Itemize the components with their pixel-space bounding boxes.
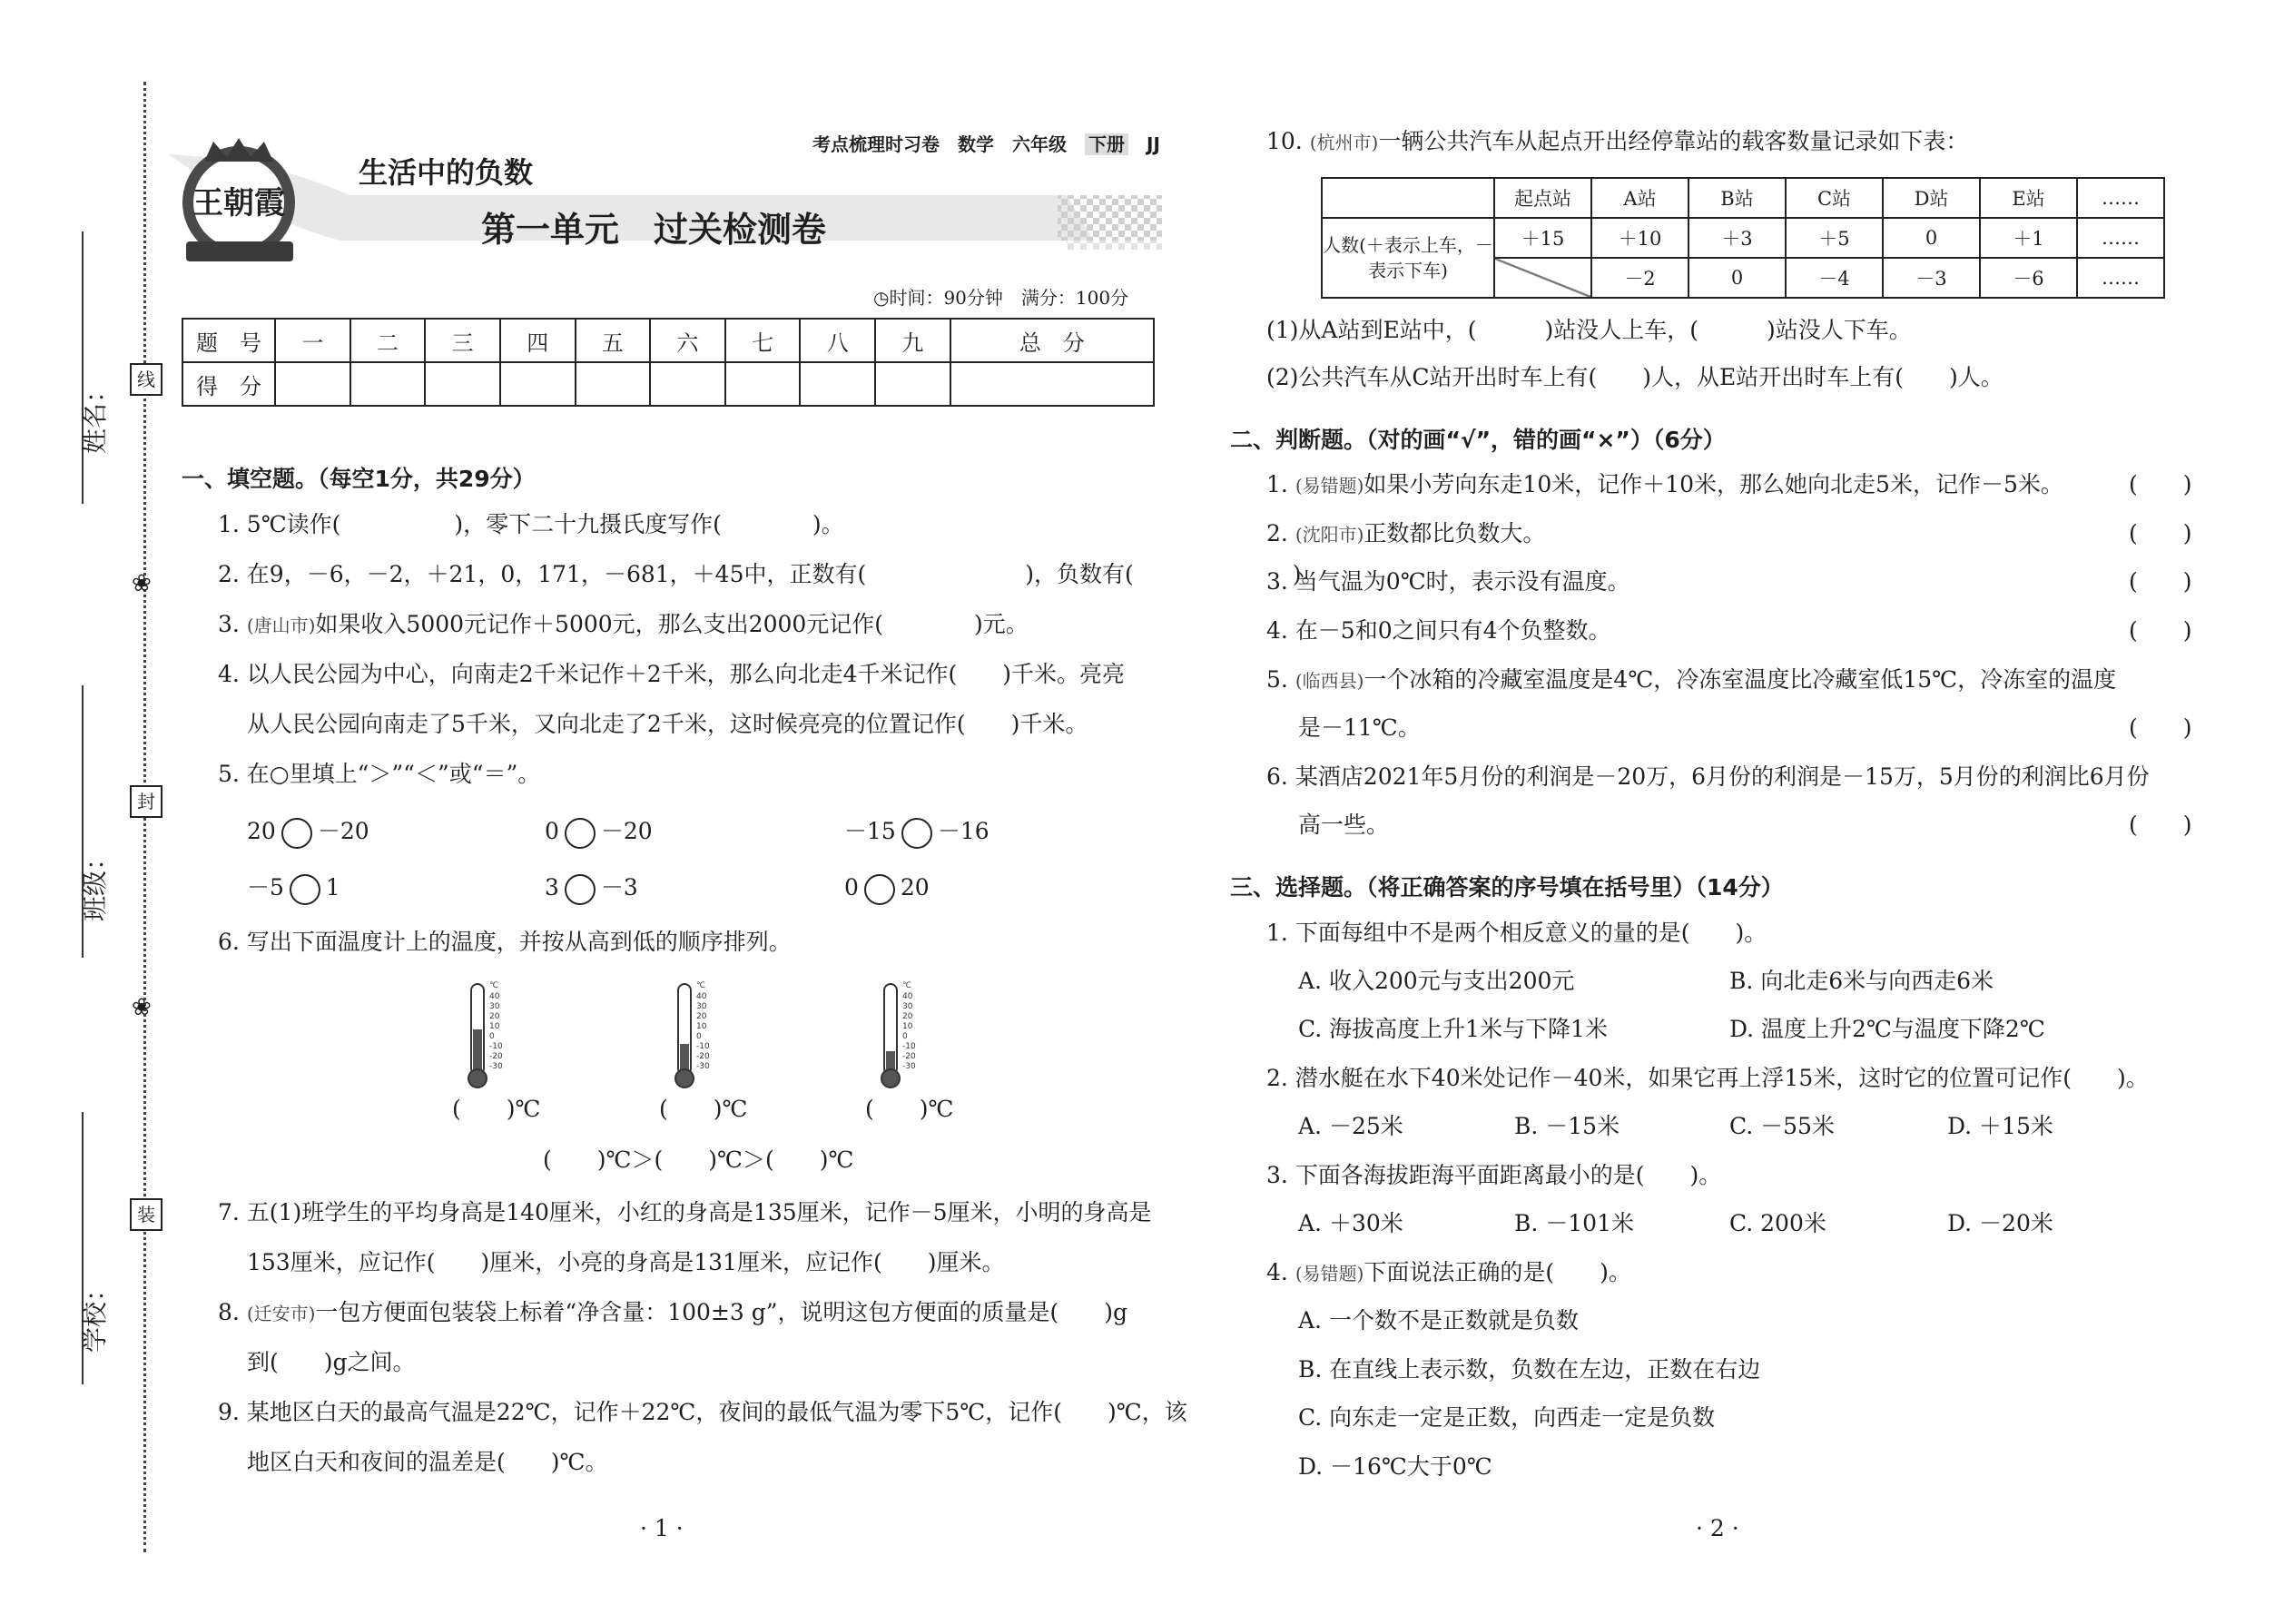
page-number: · 1 · bbox=[640, 1515, 684, 1541]
question-5: 5. 在○里填上“＞”“＜”或“＝”。 bbox=[218, 761, 541, 787]
name-underline bbox=[82, 231, 84, 504]
unit-title: 第一单元 过关检测卷 bbox=[481, 210, 827, 250]
mark-seal: 封 bbox=[130, 785, 162, 818]
question-9-cont: 地区白天和夜间的温差是( )℃。 bbox=[247, 1449, 608, 1475]
question-7: 7. 五(1)班学生的平均身高是140厘米，小红的身高是135厘米，记作－5厘米，小明的身高是 bbox=[218, 1199, 1152, 1225]
option[interactable]: A. －25米 bbox=[1298, 1113, 1403, 1139]
thermometer-icon bbox=[871, 979, 935, 1092]
choice-3: 3. 下面各海拔距海平面距离最小的是( )。 bbox=[1266, 1162, 1722, 1188]
choice-1: 1. 下面每组中不是两个相反意义的量的是( )。 bbox=[1266, 920, 1767, 946]
answer-paren[interactable]: ( ) bbox=[2129, 520, 2192, 546]
option[interactable]: C. 海拔高度上升1米与下降1米 bbox=[1298, 1016, 1608, 1042]
question-10: 10. (杭州市)一辆公共汽车从起点开出经停靠站的载客数量记录如下表： bbox=[1266, 128, 1969, 154]
question-4-cont: 从人民公园向南走了5千米，又向北走了2千米，这时候亮亮的位置记作( )千米。 bbox=[247, 711, 1088, 737]
thermo-answer: ( )℃ bbox=[865, 1096, 954, 1122]
chapter-title: 生活中的负数 bbox=[359, 155, 534, 190]
compare-item: －15 －16 bbox=[844, 817, 989, 849]
svg-text:20: 20 bbox=[489, 1012, 500, 1021]
option[interactable]: A. 收入200元与支出200元 bbox=[1298, 968, 1575, 994]
brand-logo bbox=[177, 134, 304, 275]
flower-icon: ❀ bbox=[132, 570, 152, 597]
thermo-answer: ( )℃ bbox=[452, 1096, 541, 1122]
judge-1: 1. (易错题)如果小芳向东走10米，记作＋10米，那么她向北走5米，记作－5米。 bbox=[1266, 471, 2063, 497]
option[interactable]: D. －20米 bbox=[1947, 1210, 2053, 1236]
flower-icon: ❀ bbox=[132, 994, 152, 1021]
judge-6-cont: 高一些。 bbox=[1298, 812, 1390, 838]
bus-table: 起点站 A站 B站 C站 D站 E站 …… 人数(＋表示上车，－表示下车) ＋15 ＋10 ＋3 ＋5 0 ＋1 …… －2 0 －4 －3 －6 …… bbox=[1321, 177, 2165, 299]
section-title: 二、判断题。（对的画“√”，错的画“×”）（6分） bbox=[1230, 427, 1726, 453]
judge-3: 3. 当气温为0℃时，表示没有温度。 bbox=[1266, 568, 1630, 595]
choice-4: 4. (易错题)下面说法正确的是( )。 bbox=[1266, 1259, 1631, 1285]
svg-text:-10: -10 bbox=[902, 1042, 916, 1051]
svg-text:-30: -30 bbox=[696, 1062, 710, 1071]
school-label: 学校： bbox=[80, 1275, 110, 1353]
series-info: 考点梳理时习卷 数学 六年级 下册 JJ bbox=[812, 133, 1160, 155]
option[interactable]: A. ＋30米 bbox=[1298, 1210, 1403, 1236]
svg-text:王朝霞: 王朝霞 bbox=[192, 185, 285, 221]
question-10-2: (2)公共汽车从C站开出时车上有( )人，从E站开出时车上有( )人。 bbox=[1266, 364, 2004, 390]
answer-paren[interactable]: ( ) bbox=[2129, 812, 2192, 838]
svg-text:30: 30 bbox=[902, 1002, 913, 1011]
question-8: 8. (迁安市)一包方便面包装袋上标着“净含量：100±3 g”，说明这包方便面的质量是( )g bbox=[218, 1299, 1128, 1325]
svg-text:0: 0 bbox=[902, 1032, 908, 1041]
compare-item: 3 －3 bbox=[545, 873, 638, 905]
question-1: 1. 5℃读作( )，零下二十九摄氏度写作( )。 bbox=[218, 511, 844, 537]
svg-text:20: 20 bbox=[902, 1012, 913, 1021]
svg-text:0: 0 bbox=[489, 1032, 495, 1041]
svg-text:30: 30 bbox=[696, 1002, 707, 1011]
option[interactable]: C. 向东走一定是正数，向西走一定是负数 bbox=[1298, 1404, 1716, 1431]
compare-item: 0 －20 bbox=[545, 817, 653, 849]
mark-bind: 装 bbox=[130, 1198, 162, 1231]
answer-paren[interactable]: ( ) bbox=[2129, 714, 2192, 741]
question-4: 4. 以人民公园为中心，向南走2千米记作＋2千米，那么向北走4千米记作( )千米。亮亮 bbox=[218, 661, 1126, 687]
option[interactable]: B. 在直线上表示数，负数在左边，正数在右边 bbox=[1298, 1356, 1761, 1383]
svg-text:℃: ℃ bbox=[696, 981, 706, 990]
svg-text:-30: -30 bbox=[489, 1062, 503, 1071]
thermo-answer: ( )℃ bbox=[659, 1096, 748, 1122]
svg-text:-20: -20 bbox=[902, 1052, 916, 1061]
question-10-1: (1)从A站到E站中，( )站没人上车，( )站没人下车。 bbox=[1266, 317, 1912, 343]
question-6: 6. 写出下面温度计上的温度，并按从高到低的顺序排列。 bbox=[218, 929, 792, 955]
svg-text:10: 10 bbox=[696, 1022, 707, 1031]
page-number: · 2 · bbox=[1696, 1515, 1739, 1541]
exam-meta: ◷时间：90分钟 满分：100分 bbox=[873, 287, 1129, 309]
thermometer-icon bbox=[458, 979, 522, 1092]
option[interactable]: D. 温度上升2℃与温度下降2℃ bbox=[1729, 1016, 2045, 1042]
question-7-cont: 153厘米，应记作( )厘米，小亮的身高是131厘米，应记作( )厘米。 bbox=[247, 1249, 1005, 1275]
svg-text:-30: -30 bbox=[902, 1062, 916, 1071]
answer-paren[interactable]: ( ) bbox=[2129, 471, 2192, 497]
option[interactable]: A. 一个数不是正数就是负数 bbox=[1298, 1307, 1579, 1334]
question-2: 2. 在9，－6，－2，＋21，0，171，－681，＋45中，正数有( )，负数有( )。 bbox=[218, 561, 1324, 587]
svg-text:℃: ℃ bbox=[489, 981, 499, 990]
class-label: 班级： bbox=[80, 844, 110, 921]
svg-text:10: 10 bbox=[489, 1022, 500, 1031]
svg-text:-20: -20 bbox=[696, 1052, 710, 1061]
svg-text:20: 20 bbox=[696, 1012, 707, 1021]
option[interactable]: B. －15米 bbox=[1514, 1113, 1620, 1139]
mercury-column bbox=[473, 1029, 482, 1073]
answer-paren[interactable]: ( ) bbox=[2129, 568, 2192, 595]
svg-text:-20: -20 bbox=[489, 1052, 503, 1061]
svg-text:-10: -10 bbox=[696, 1042, 710, 1051]
svg-text:40: 40 bbox=[902, 992, 913, 1001]
judge-4: 4. 在－5和0之间只有4个负整数。 bbox=[1266, 617, 1611, 644]
svg-text:10: 10 bbox=[902, 1022, 913, 1031]
option[interactable]: C. －55米 bbox=[1729, 1113, 1835, 1139]
question-8-cont: 到( )g之间。 bbox=[247, 1349, 416, 1375]
compare-item: 0 20 bbox=[844, 873, 930, 905]
svg-text:-10: -10 bbox=[489, 1042, 503, 1051]
choice-2: 2. 潜水艇在水下40米处记作－40米，如果它再上浮15米，这时它的位置可记作( )。 bbox=[1266, 1065, 2149, 1091]
question-9: 9. 某地区白天的最高气温是22℃，记作＋22℃，夜间的最低气温为零下5℃，记作( )℃，该 bbox=[218, 1399, 1187, 1425]
name-label: 姓名： bbox=[80, 377, 110, 454]
question-3: 3. (唐山市)如果收入5000元记作＋5000元，那么支出2000元记作( )元。 bbox=[218, 611, 1029, 637]
option[interactable]: C. 200米 bbox=[1729, 1210, 1826, 1236]
svg-text:40: 40 bbox=[489, 992, 500, 1001]
option[interactable]: D. ＋15米 bbox=[1947, 1113, 2053, 1139]
section-title: 三、选择题。（将正确答案的序号填在括号里）（14分） bbox=[1230, 874, 1784, 901]
svg-text:40: 40 bbox=[696, 992, 707, 1001]
option[interactable]: B. －101米 bbox=[1514, 1210, 1634, 1236]
clock-icon: ◷ bbox=[873, 287, 890, 309]
svg-text:30: 30 bbox=[489, 1002, 500, 1011]
svg-text:0: 0 bbox=[696, 1032, 702, 1041]
compare-item: 20 －20 bbox=[247, 817, 369, 849]
thermometer-icon bbox=[665, 979, 729, 1092]
judge-2: 2. (沈阳市)正数都比负数大。 bbox=[1266, 520, 1546, 546]
mark-line: 线 bbox=[130, 363, 162, 396]
order-line: ( )℃＞( )℃＞( )℃ bbox=[543, 1147, 854, 1173]
option[interactable]: B. 向北走6米与向西走6米 bbox=[1729, 968, 1994, 994]
option[interactable]: D. －16℃大于0℃ bbox=[1298, 1453, 1492, 1480]
svg-text:℃: ℃ bbox=[902, 981, 912, 990]
score-table: 题 号 一 二 三 四 五 六 七 八 九 总 分 得 分 bbox=[182, 318, 1155, 407]
judge-6: 6. 某酒店2021年5月份的利润是－20万，6月份的利润是－15万，5月份的利润比6月份 bbox=[1266, 763, 2150, 790]
judge-5-cont: 是－11℃。 bbox=[1298, 714, 1421, 741]
compare-item: －5 1 bbox=[247, 873, 340, 905]
judge-5: 5. (临西县)一个冰箱的冷藏室温度是4℃，冷冻室温度比冷藏室低15℃，冷冻室的温度 bbox=[1266, 666, 2117, 693]
answer-paren[interactable]: ( ) bbox=[2129, 617, 2192, 644]
section-title: 一、填空题。（每空1分，共29分） bbox=[182, 466, 536, 492]
